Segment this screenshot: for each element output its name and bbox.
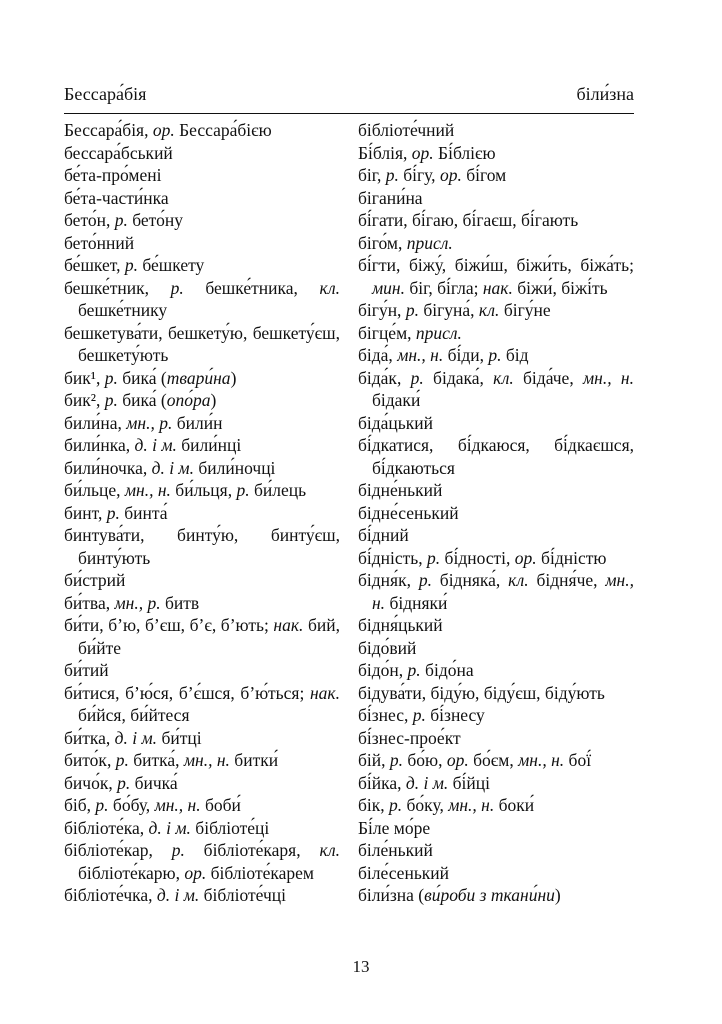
entry-text: боби́	[200, 795, 241, 815]
dictionary-entry	[358, 547, 634, 570]
grammar-label: р.	[104, 367, 118, 388]
entry-text: били́ночка,	[64, 457, 152, 478]
entry-text: бій,	[358, 750, 390, 770]
dictionary-entry	[358, 232, 634, 255]
entry-text: бібліоте́каря,	[184, 840, 320, 860]
entry-text: )	[554, 885, 561, 905]
grammar-label: ор.	[439, 165, 462, 185]
entry-text: би́тий	[64, 660, 109, 680]
dictionary-entry	[64, 232, 340, 255]
dictionary-entry	[64, 884, 340, 907]
dictionary-entry	[358, 637, 634, 660]
entry-text: бето́нний	[64, 232, 135, 253]
grammar-label: р.	[171, 840, 185, 860]
dictionary-entry	[64, 457, 340, 480]
grammar-label: р.	[407, 660, 421, 680]
grammar-label: присл.	[406, 232, 453, 253]
entry-text: бо́єм,	[468, 750, 519, 770]
entry-text: біле́нький	[358, 840, 433, 860]
dictionary-entry	[358, 412, 634, 435]
dictionary-entry	[64, 434, 340, 457]
dictionary-entry	[64, 569, 340, 592]
entry-text: бо́ю,	[403, 750, 447, 770]
entry-text: бі́дністю	[536, 547, 607, 568]
entry-text: бібліоте́чка,	[64, 885, 157, 905]
dictionary-entry	[358, 502, 634, 525]
entry-text: бібліоте́карем	[206, 862, 314, 883]
dictionary-entry	[358, 659, 634, 682]
dictionary-entry	[64, 659, 340, 682]
entry-text: бі́ди,	[443, 345, 489, 365]
entry-text: бето́ну	[127, 210, 183, 230]
entry-text: бідняка́,	[431, 570, 509, 590]
grammar-label: р.	[170, 277, 184, 298]
grammar-label: ор.	[446, 750, 469, 770]
entry-text: бідня́цький	[358, 615, 443, 635]
dictionary-entry	[358, 254, 634, 299]
entry-text: бессара́бський	[64, 142, 173, 163]
page-number: 13	[352, 957, 370, 976]
dictionary-entry	[358, 344, 634, 367]
dictionary-entry	[64, 322, 340, 367]
grammar-label: р.	[115, 750, 129, 770]
entry-text: бичо́к,	[64, 772, 118, 793]
entry-text: бо́бу,	[108, 795, 155, 815]
entry-text: бичка́	[130, 772, 178, 793]
grammar-label: р.	[117, 772, 131, 793]
entry-text: били́нка,	[64, 435, 135, 455]
entry-text: біда́,	[358, 345, 398, 365]
grammar-label: твари́на	[166, 367, 231, 388]
entry-text: бе́шкету	[137, 255, 205, 275]
dictionary-entry	[64, 772, 340, 795]
grammar-label: д. і м.	[114, 727, 158, 748]
entry-text: битки́	[229, 750, 279, 770]
dictionary-entry	[64, 682, 340, 727]
grammar-label: опо́ра	[166, 390, 211, 410]
dictionary-entry	[358, 524, 634, 547]
entry-text: били́ночці	[193, 457, 276, 478]
entry-text: Бі́блія,	[358, 142, 412, 163]
dictionary-entry	[358, 209, 634, 232]
entry-text: би́тці	[157, 727, 202, 748]
dictionary-entry	[64, 412, 340, 435]
entry-text: би́тися, б’ю́ся, б’є́шся, б’ю́ться;	[64, 682, 310, 703]
entry-text: бідняки́	[385, 592, 448, 613]
grammar-label: р.	[106, 502, 120, 523]
grammar-label: р.	[412, 705, 426, 725]
entry-text: бібліоте́чний	[358, 120, 455, 140]
entry-text: Бессара́бія,	[64, 120, 153, 140]
header-last-entry: біли́зна	[576, 84, 634, 104]
dictionary-entry	[64, 727, 340, 750]
entry-text: біг, бі́гла;	[404, 277, 483, 298]
dictionary-entry	[358, 704, 634, 727]
entry-text: били́на,	[64, 412, 127, 433]
entry-text: біжи́, біжі́ть	[512, 277, 608, 298]
grammar-label: мн., н.	[397, 345, 444, 365]
dictionary-entry	[64, 839, 340, 884]
grammar-label: р.	[385, 165, 399, 185]
grammar-label: мн., н.	[372, 570, 634, 613]
entry-text: бі́дності,	[440, 547, 515, 568]
entry-text: біле́сенький	[358, 862, 450, 883]
grammar-label: ви́роби з ткани́ни	[424, 885, 555, 905]
entry-text: бік,	[358, 795, 390, 815]
grammar-label: присл.	[415, 322, 462, 343]
entry-text: бі́знесу	[425, 705, 485, 725]
entry-text: бігце́м,	[358, 322, 416, 343]
grammar-label: р.	[95, 795, 109, 815]
entry-text: Бі́ле мо́ре	[358, 817, 431, 838]
entry-text: били́н	[172, 412, 223, 433]
entry-text: бідне́сенький	[358, 502, 459, 523]
grammar-label: р.	[410, 367, 424, 388]
dictionary-entry	[64, 164, 340, 187]
entry-text: бігу́не	[499, 300, 551, 320]
entry-text: біли́зна (	[358, 885, 425, 905]
dictionary-entry	[64, 794, 340, 817]
dictionary-entry	[64, 817, 340, 840]
dictionary-entry	[64, 524, 340, 569]
grammar-label: мн., р.	[126, 412, 173, 433]
grammar-label: кл.	[478, 300, 500, 320]
grammar-label: ор.	[152, 120, 175, 140]
grammar-label: нак.	[273, 615, 304, 635]
entry-text: бі́гти, біжу́, біжи́ш, біжи́ть, біжа́ть;	[358, 255, 634, 275]
entry-text: бі́знес,	[358, 705, 413, 725]
entry-text: бі́дкатися, бі́дкаюся, бі́дкаєшся, бі́дкаються	[358, 435, 634, 478]
entry-text: біда́к,	[358, 367, 411, 388]
entry-text: бе́та-части́нка	[64, 187, 169, 208]
grammar-label: мн., н.	[518, 750, 565, 770]
entry-text: бідня́че,	[528, 570, 606, 590]
header-first-entry: Бессара́бія	[64, 84, 147, 104]
entry-text: бібліоте́ці	[190, 817, 270, 838]
grammar-label: кл.	[319, 840, 340, 860]
dictionary-entry	[64, 367, 340, 390]
dictionary-entry	[64, 389, 340, 412]
grammar-label: кл.	[508, 570, 529, 590]
dictionary-entry	[358, 862, 634, 885]
dictionary-entry	[64, 749, 340, 772]
dictionary-entry	[358, 817, 634, 840]
entry-text: бідо́на	[420, 660, 474, 680]
entry-text: бі́дність,	[358, 547, 428, 568]
entry-text: бо́ку,	[402, 795, 449, 815]
dictionary-entry	[64, 592, 340, 615]
entry-text: бешкетува́ти, бешкету́ю, бешкету́єш, бешкету́ють	[64, 322, 340, 365]
dictionary-entry	[358, 682, 634, 705]
entry-text: бідо́вий	[358, 637, 417, 658]
entry-text: біг,	[358, 165, 386, 185]
grammar-label: р.	[124, 255, 138, 275]
grammar-label: р.	[418, 570, 432, 590]
entry-text: бі́знес-прое́кт	[358, 727, 461, 748]
grammar-label: р.	[389, 750, 404, 770]
dictionary-entry	[64, 209, 340, 232]
entry-text: би́льце,	[64, 480, 125, 500]
grammar-label: ор.	[514, 547, 537, 568]
entry-text: бі́йка,	[358, 772, 406, 793]
grammar-label: р.	[427, 547, 441, 568]
entry-text: бешке́тника,	[183, 277, 320, 298]
dictionary-entry	[358, 367, 634, 412]
entry-text: біб,	[64, 795, 96, 815]
grammar-label: ор.	[184, 862, 207, 883]
dictionary-entry	[358, 142, 634, 165]
grammar-label: мн., р.	[114, 592, 161, 613]
entry-text: бі́гати, бі́гаю, бі́гаєш, бі́гають	[358, 210, 579, 230]
entry-text: би́льця,	[170, 480, 237, 500]
entry-text: бето́н,	[64, 210, 115, 230]
entry-text: бешке́тнику	[78, 300, 168, 320]
dictionary-entry	[64, 614, 340, 659]
grammar-label: нак.	[482, 277, 513, 298]
grammar-label: д. і м.	[405, 772, 449, 793]
entry-text: бігуна́,	[418, 300, 479, 320]
grammar-label: р.	[389, 795, 403, 815]
grammar-label: мн., н.	[583, 367, 634, 388]
dictionary-entry	[64, 187, 340, 210]
entry-text: бідака́,	[423, 367, 494, 388]
entry-text: бібліоте́карю,	[78, 862, 185, 883]
dictionary-entry	[64, 277, 340, 322]
entry-text: Бі́блією	[433, 142, 496, 163]
grammar-label: мн., н.	[154, 795, 201, 815]
entry-text: бинт,	[64, 502, 107, 523]
entry-text: би́лець	[249, 480, 307, 500]
entry-text: битка́,	[128, 750, 184, 770]
grammar-label: д. і м.	[148, 817, 191, 838]
entry-text: били́нці	[176, 435, 242, 455]
entry-text: бе́та-про́мені	[64, 165, 162, 185]
entry-text: бинта́	[119, 502, 168, 523]
grammar-label: нак.	[310, 682, 340, 703]
dictionary-entry	[358, 164, 634, 187]
entry-text: Бессара́бією	[174, 120, 272, 140]
dictionary-entry	[64, 254, 340, 277]
entry-text: бик¹,	[64, 367, 105, 388]
grammar-label: мн., н.	[183, 750, 230, 770]
entry-text: бика́ (	[117, 390, 167, 410]
entry-text: бі́дний	[358, 525, 409, 545]
grammar-label: р.	[236, 480, 250, 500]
entry-text: бідаки́	[372, 390, 421, 410]
grammar-label: р.	[488, 345, 502, 365]
entry-text: біда́цький	[358, 412, 434, 433]
entry-text: би́ти, б’ю, б’єш, б’є, б’ють;	[64, 615, 274, 635]
dictionary-entry	[358, 884, 634, 907]
entry-text: бібліоте́кар,	[64, 840, 172, 860]
grammar-label: ор.	[411, 142, 434, 163]
entry-text: бик²,	[64, 390, 105, 410]
grammar-label: р.	[405, 300, 419, 320]
dictionary-entry	[358, 187, 634, 210]
grammar-label: кл.	[319, 277, 340, 298]
entry-text: бігани́на	[358, 187, 423, 208]
entry-text: біда́че,	[513, 367, 584, 388]
grammar-label: д. і м.	[156, 885, 200, 905]
entry-text: бібліоте́чці	[199, 885, 287, 905]
grammar-label: мн., н.	[124, 480, 171, 500]
entry-text: бої́	[564, 750, 592, 770]
entry-text: )	[230, 367, 237, 388]
entry-text: би́йся, би́йтеся	[78, 705, 190, 725]
dictionary-entry	[358, 479, 634, 502]
dictionary-entry	[358, 614, 634, 637]
dictionary-entry	[64, 119, 340, 142]
entry-text: бі́гом	[461, 165, 507, 185]
left-column	[64, 119, 340, 907]
entry-text: бі́гу,	[398, 165, 440, 185]
grammar-label: д. і м.	[151, 457, 194, 478]
entry-text: бідо́н,	[358, 660, 408, 680]
entry-text: біго́м,	[358, 232, 407, 253]
entry-text: би́тва,	[64, 592, 115, 613]
dictionary-entry	[64, 479, 340, 502]
dictionary-entry	[64, 142, 340, 165]
entry-text: бібліоте́ка,	[64, 817, 149, 838]
entry-text: )	[210, 390, 217, 410]
dictionary-entry	[358, 119, 634, 142]
grammar-label: кл.	[493, 367, 514, 388]
dictionary-entry	[358, 299, 634, 322]
grammar-label: р.	[114, 210, 128, 230]
dictionary-entry	[358, 772, 634, 795]
entry-text: бідува́ти, біду́ю, біду́єш, біду́ють	[358, 682, 605, 703]
dictionary-entry	[358, 839, 634, 862]
entry-text: би́тка,	[64, 727, 115, 748]
grammar-label: мн., н.	[448, 795, 495, 815]
dictionary-entry	[358, 794, 634, 817]
dictionary-entry	[358, 569, 634, 614]
right-column	[358, 119, 634, 907]
entry-text: боки́	[494, 795, 535, 815]
dictionary-entry	[358, 322, 634, 345]
entry-text: бідня́к,	[358, 570, 419, 590]
entry-text: би́стрий	[64, 570, 126, 590]
entry-text: бинтува́ти, бинту́ю, бинту́єш, бинту́ють	[64, 525, 340, 568]
entry-text: бика́ (	[117, 367, 167, 388]
dictionary-entry	[358, 727, 634, 750]
dictionary-entry	[64, 502, 340, 525]
running-header	[64, 84, 634, 112]
entry-text: бито́к,	[64, 750, 116, 770]
dictionary-entry	[358, 434, 634, 479]
header-rule	[64, 113, 634, 114]
dictionary-entry	[358, 749, 634, 772]
entry-text: бігу́н,	[358, 300, 406, 320]
entry-text: бі́йці	[448, 772, 491, 793]
entry-text: бідне́нький	[358, 480, 443, 500]
entry-text: бешке́тник,	[64, 277, 171, 298]
entry-text: бід	[501, 345, 529, 365]
grammar-label: мин.	[372, 277, 405, 298]
entry-text: бе́шкет,	[64, 255, 125, 275]
grammar-label: д. і м.	[134, 435, 177, 455]
entry-text: бий, би́йте	[78, 615, 340, 658]
grammar-label: р.	[104, 390, 118, 410]
entry-text: битв	[160, 592, 200, 613]
